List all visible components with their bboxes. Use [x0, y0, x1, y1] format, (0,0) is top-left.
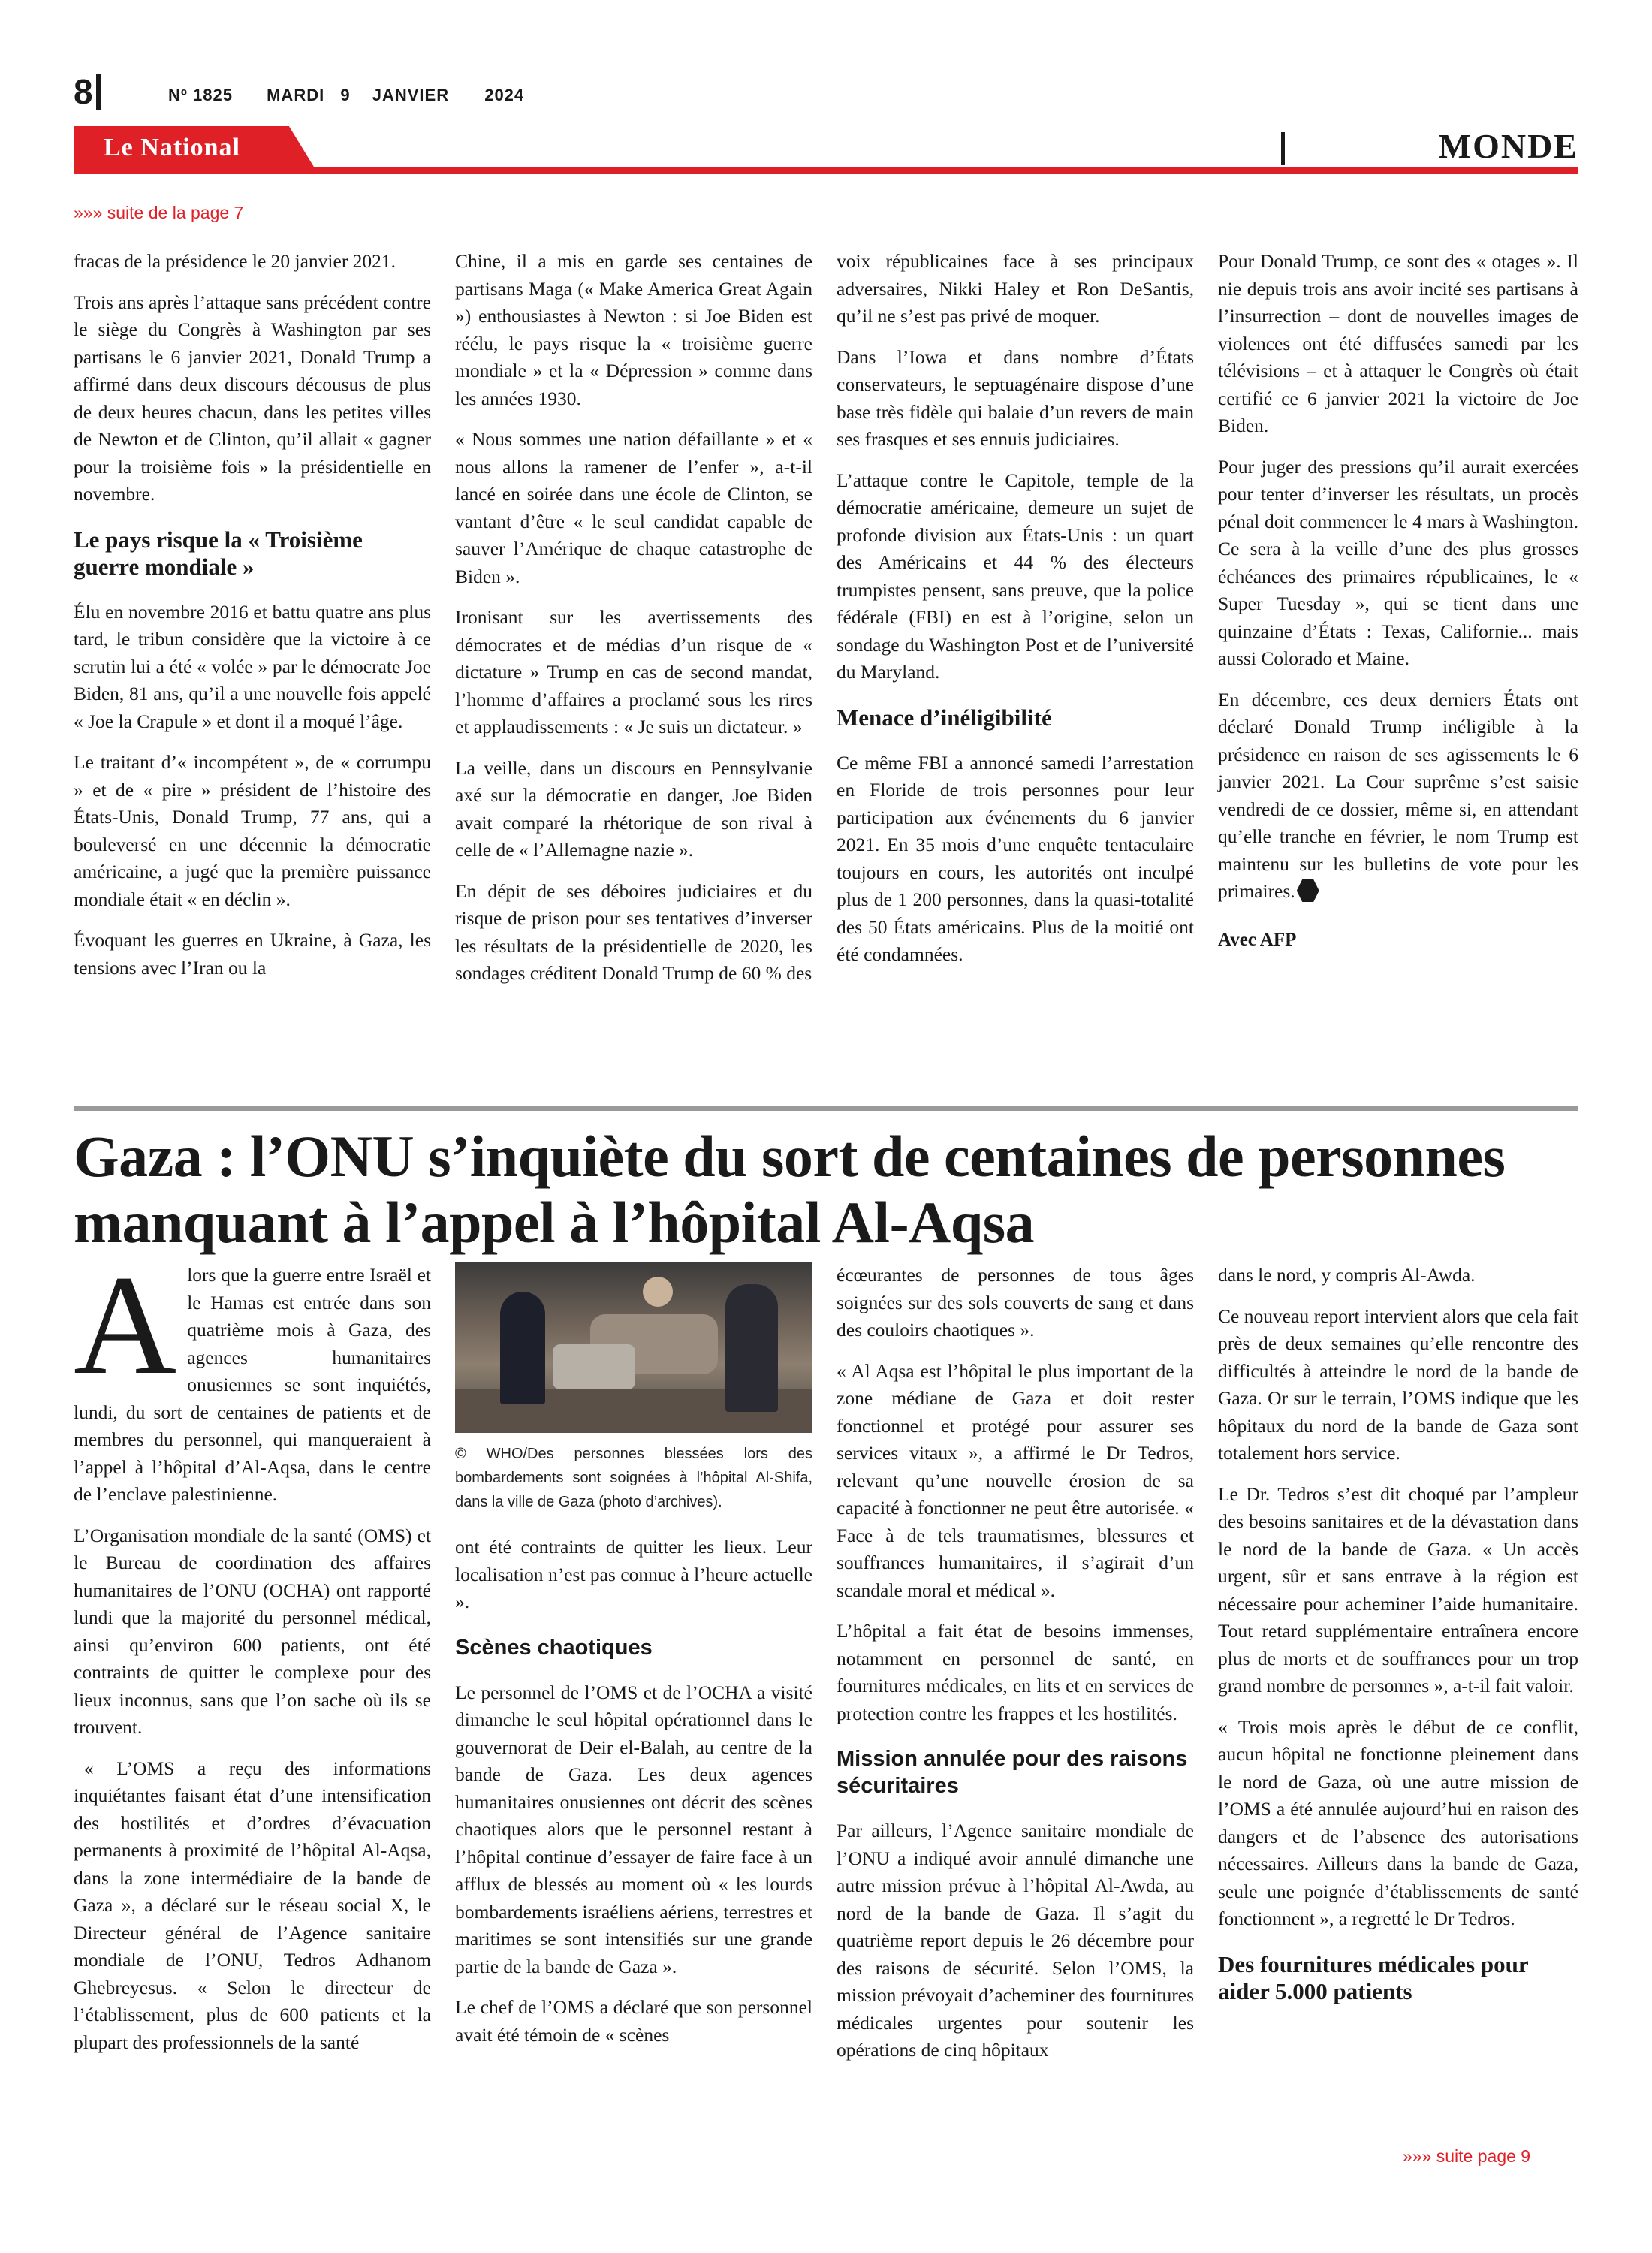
article-separator	[74, 1106, 1578, 1111]
subheading: Menace d’inéligibilité	[837, 704, 1052, 731]
paragraph: écœurantes de personnes de tous âges soignées sur des sols couverts de sang et dans des couloirs chaotiques ».	[837, 1264, 1194, 1341]
paragraph: Ironisant sur les avertissements des démocrates et de médias d’un risque de « dictature » Trump en cas de second mandat, l’homme d’affaires a proclamé sous les rires et applaudissements : « Je suis un dictateur. »	[455, 606, 812, 737]
paragraph: voix républicaines face à ses principaux adversaires, Nikki Haley et Ron DeSantis, qu’il ne s’est pas privé de moquer.	[837, 250, 1194, 327]
subheading: Mission annulée pour des raisons sécuritaires	[837, 1747, 1188, 1798]
section-name: MONDE	[1438, 127, 1578, 165]
paragraph: Dans l’Iowa et dans nombre d’États conservateurs, le septuagénaire dispose d’une base très fidèle qui balaie d’un revers de main ses frasques et ses ennuis judiciaires.	[837, 345, 1194, 450]
continued-from: »»» suite de la page 7	[74, 203, 244, 222]
brand-name: Le National	[104, 134, 240, 161]
paragraph: L’hôpital a fait état de besoins immenses, notamment en personnel de santé, en fournitures médicales, en lits et en services de protection contre les frappes et les hostilités.	[837, 1620, 1194, 1724]
article1-column-2	[455, 248, 812, 1001]
article2-column-4	[1218, 1262, 1578, 2023]
paragraph: Le traitant d’« incompétent », de « corrumpu » et de « pire » président de l’histoire des États-Unis, Donald Trump, 77 ans, qui a bouleversé en une décennie la démocratie américaine, a jugé que la première puissance mondiale était « en déclin ».	[74, 751, 431, 910]
paragraph: « Al Aqsa est l’hôpital le plus important de la zone médiane de Gaza et doit rester fonctionnel et protégé pour assurer ses services vitaux », a affirmé le Dr Tedros, relevant qu’une nouvelle érosion de sa capacité à fonctionner ne peut être autorisée. « Face à de tels traumatismes, blessures et souffrances humanitaires, il s’agirait d’un scandale moral et médical ».	[837, 1359, 1194, 1601]
article2-column-1	[74, 1247, 431, 2070]
paragraph: L’Organisation mondiale de la santé (OMS) et le Bureau de coordination des affaires humanitaires de l’ONU (OCHA) ont rapporté lundi que la majorité du personnel médical, ainsi qu’environ 600 patients, ont été contraints de quitter le complexe pour des lieux inconnus, sans que l’on sache où ils se trouvent.	[74, 1524, 431, 1738]
subheading: Scènes chaotiques	[455, 1635, 653, 1660]
issue-day: MARDI	[267, 86, 325, 104]
paragraph: Le personnel de l’OMS et de l’OCHA a visité dimanche le seul hôpital opérationnel dans le gouvernorat de Deir el-Balah, au centre de la bande de Gaza. Les deux agences humanitaires onusiennes ont décrit des scènes chaotiques alors que le personnel restant à l’hôpital continue d’essayer de faire face à un afflux de blessés au moment où « les lourds bombardements israéliens aériens, terrestres et maritimes se sont intensifiés sur une grande partie de la bande de Gaza ».	[455, 1681, 812, 1977]
paragraph: La veille, dans un discours en Pennsylvanie axé sur la démocratie en danger, Joe Biden avait comparé la rhétorique de son rival à celle de « l’Allemagne nazie ».	[455, 756, 812, 861]
article1-column-1	[74, 248, 431, 995]
paragraph: L’attaque contre le Capitole, temple de la démocratie américaine, demeure un sujet de profonde division aux États-Unis : un quart des Américains et 44 % des électeurs trumpistes pensent, sans preuve, que la police fédérale (FBI) en est à l’origine, selon un sondage du Washington Post et de l’université du Maryland.	[837, 469, 1194, 683]
article2-column-3	[837, 1262, 1194, 2078]
section-divider	[1281, 132, 1285, 165]
article1-column-3	[837, 248, 1194, 982]
issue-date-num: 9	[340, 86, 351, 104]
subheading: Des fournitures médicales pour aider 5.000 patients	[1218, 1950, 1529, 2004]
page-number: 8	[74, 72, 93, 111]
lead-paragraph	[74, 1247, 431, 1509]
issue-month: JANVIER	[372, 86, 450, 104]
paragraph: Pour juger des pressions qu’il aurait exercées pour tenter d’inverser les résultats, un procès pénal doit commencer le 4 mars à Washington. Ce sera à la veille d’une des plus grosses échéances des primaires républicaines, le « Super Tuesday », qui se tient dans une quinzaine d’États : Texas, Californie... mais aussi Colorado et Maine.	[1218, 455, 1578, 669]
paragraph: Ce nouveau report intervient alors que cela fait près de deux semaines qu’elle rencontre des difficultés à atteindre le nord de la bande de Gaza. Or sur le terrain, l’OMS indique que les hôpitaux du nord de la bande de Gaza sont totalement hors service.	[1218, 1304, 1578, 1464]
paragraph: Élu en novembre 2016 et battu quatre ans plus tard, le tribun considère que la victoire à ce scrutin lui a été « volée » par le démocrate Joe Biden, 81 ans, qu’il a une nouvelle fois appelé « Joe la Crapule » et dont il a moqué l’âge.	[74, 600, 431, 732]
paragraph: Par ailleurs, l’Agence sanitaire mondiale de l’ONU a indiqué avoir annulé dimanche une autre mission prévue à l’hôpital Al-Awda, au nord de la bande de Gaza. Il s’agit du quatrième report depuis le 26 décembre pour des raisons de sécurité. Selon l’OMS, la mission prévoyait d’acheminer des fournitures médicales urgentes pour soutenir les opérations de cinq hôpitaux	[837, 1820, 1194, 2061]
article1-column-4	[1218, 248, 1578, 954]
hospital-photo	[455, 1262, 812, 1433]
article2-column-2	[455, 1262, 812, 2062]
paragraph: fracas de la présidence le 20 janvier 2021.	[74, 250, 396, 272]
paragraph: Évoquant les guerres en Ukraine, à Gaza, les tensions avec l’Iran ou la	[74, 929, 431, 979]
paragraph: « Trois mois après le début de ce conflit, aucun hôpital ne fonctionne pleinement dans le nord de Gaza, où une autre mission de l’OMS a été annulée aujourd’hui en raison des dangers et de l’absence des autorisations nécessaires. Ailleurs dans la bande de Gaza, seule une poignée d’établissements de santé fonctionnent », a regretté le Dr Tedros.	[1218, 1715, 1578, 1929]
paragraph-text: En décembre, ces deux derniers États ont déclaré Donald Trump inéligible à la présidence en raison de ses agissements le 6 janvier 2021. La Cour suprême s’est saisie vendredi de ce dossier, même si, en attendant qu’elle tranche en février, le nom Trump est maintenu sur les bulletins de vote pour les primaires.	[1218, 688, 1578, 902]
paragraph: « Nous sommes une nation défaillante » et « nous allons la ramener de l’enfer », a-t-il lancé en soirée dans une école de Clinton, se vantant d’être « le seul candidat capable de sauver l’Amérique de chaque catastrophe de Biden ».	[455, 428, 812, 587]
subheading: Le pays risque la « Troisième guerre mondiale »	[74, 526, 363, 580]
issue-number: Nº 1825	[168, 86, 233, 104]
paragraph: Le Dr. Tedros s’est dit choqué par l’ampleur des besoins sanitaires et de la dévastation dans le nord de la bande de Gaza. « Un accès urgent, sûr et sans entrave à la région est nécessaire pour acheminer l’aide humanitaire. Tout retard supplémentaire entraînera encore plus de morts et de souffrances pour un trop grand nombre de personnes », a-t-il fait valoir.	[1218, 1482, 1578, 1697]
paragraph: Trois ans après l’attaque sans précédent contre le siège du Congrès à Washington par ses partisans le 6 janvier 2021, Donald Trump a affirmé dans deux discours décousus de plus de deux heures chacun, dans les petites villes de Newton et de Clinton, qu’il allait « gagner pour la troisième fois » la présidentielle en novembre.	[74, 291, 431, 505]
issue-year: 2024	[484, 86, 525, 104]
end-mark-icon	[1297, 879, 1319, 902]
paragraph: Chine, il a mis en garde ses centaines de partisans Maga (« Make America Great Again ») enthousiastes à Newton : si Joe Biden est réélu, le pays risque la « troisième guerre mondiale » et la « Dépression » comme dans les années 1930.	[455, 250, 812, 409]
paragraph: ont été contraints de quitter les lieux. Leur localisation n’est pas connue à l’heure actuelle ».	[455, 1536, 812, 1612]
drop-cap: A	[74, 1247, 177, 1404]
paragraph: « L’OMS a reçu des informations inquiétantes faisant état d’une intensification des hostilités et d’ordres d’évacuation permanents à proximité de l’hôpital Al-Aqsa, dans la zone intermédiaire de la bande de Gaza », a déclaré sur le réseau social X, le Directeur général de l’Agence sanitaire mondiale de l’ONU, Tedros Adhanom Ghebreyesus. « Selon le directeur de l’établissement, plus de 600 patients et la plupart des professionnels de la santé	[74, 1757, 431, 2053]
paragraph: Le chef de l’OMS a déclaré que son personnel avait été témoin de « scènes	[455, 1996, 812, 2046]
paragraph-last	[1218, 686, 1578, 906]
paragraph: Pour Donald Trump, ce sont des « otages ». Il nie depuis trois ans avoir incité ses partisans à l’insurrection – dont de nouvelles images de violences ont été diffusées samedi par les télévisions – et à attaquer le Congrès où était certifié ce 6 janvier 2021 la victoire de Joe Biden.	[1218, 250, 1578, 436]
article2-headline: Gaza : l’ONU s’inquiète du sort de centaines de personnes manquant à l’appel à l’hôpital Al-Aqsa	[74, 1123, 1506, 1255]
continued-to: »»» suite page 9	[1403, 2146, 1531, 2166]
paragraph: En dépit de ses déboires judiciaires et du risque de prison pour ses tentatives d’inverser les résultats de la présidentielle de 2020, les sondages créditent Donald Trump de 60 % des	[455, 879, 812, 984]
paragraph: Ce même FBI a annoncé samedi l’arrestation en Floride de trois personnes pour leur participation aux événements du 6 janvier 2021. En 35 mois d’une enquête tentaculaire toujours en cours, les autorités ont inculpé plus de 1 200 personnes, dans la quasi-totalité des 50 États américains. Plus de la moitié ont été condamnées.	[837, 751, 1194, 965]
paragraph: dans le nord, y compris Al-Awda.	[1218, 1264, 1476, 1286]
issue-line	[168, 86, 553, 105]
page-number-divider	[96, 74, 101, 110]
red-header-rule	[74, 167, 1578, 174]
photo-caption: © WHO/Des personnes blessées lors des bombardements sont soignées à l’hôpital Al-Shifa, dans la ville de Gaza (photo d’archives).	[455, 1446, 812, 1510]
lead-text: lors que la guerre entre Israël et le Hamas est entrée dans son quatrième mois à Gaza, des agences humanitaires onusiennes se sont inquiétés, lundi, du sort de centaines de patients et de membres du personnel, qui manqueraient à l’appel à l’hôpital d’Al-Aqsa, dans le centre de l’enclave palestinienne.	[74, 1264, 431, 1505]
article-credit: Avec AFP	[1218, 929, 1297, 950]
